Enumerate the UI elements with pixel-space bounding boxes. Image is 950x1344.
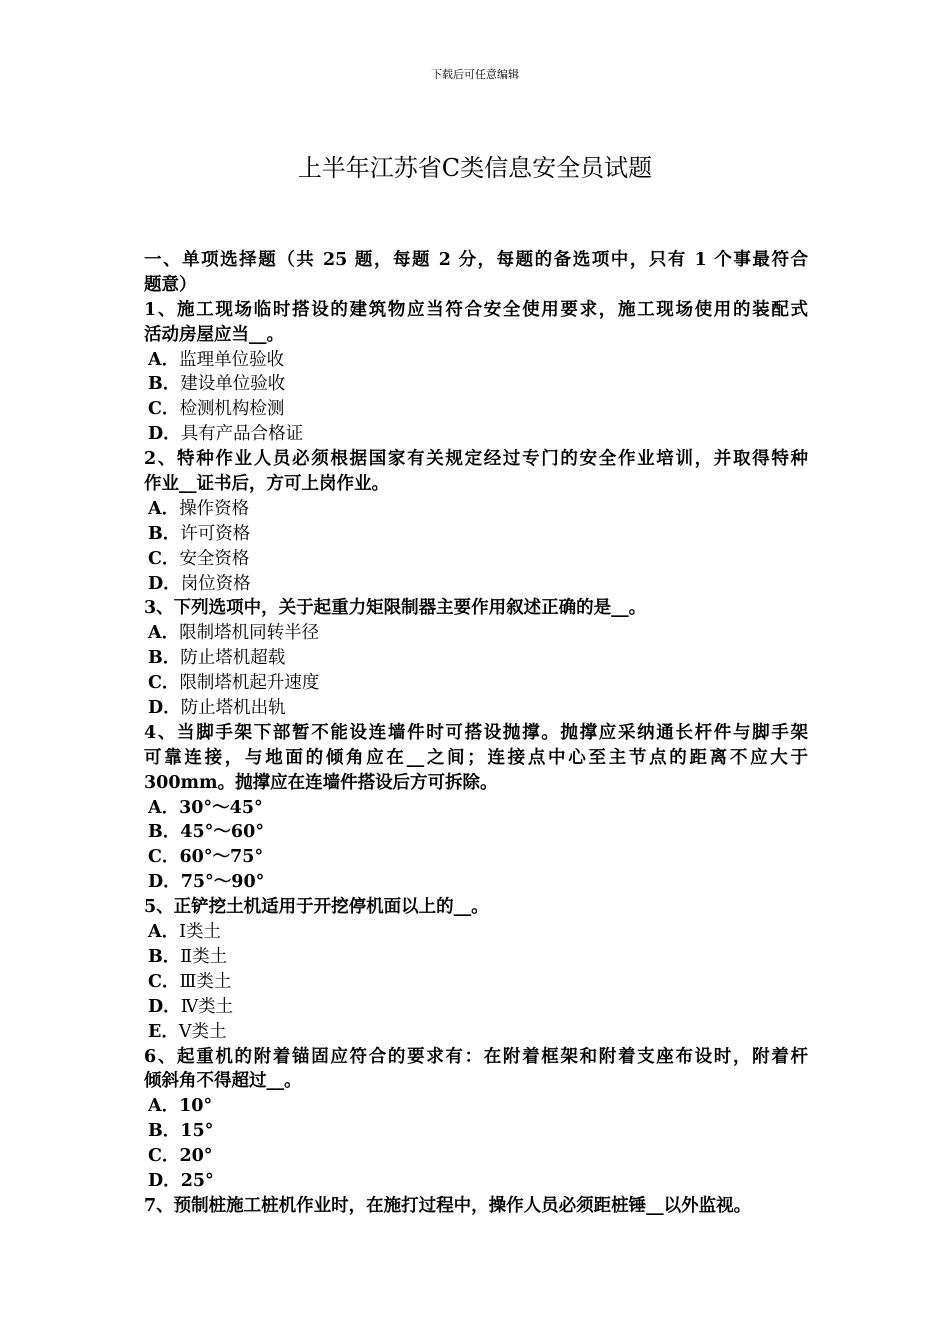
question-1-option-c [144, 397, 808, 422]
question-5-line-1: 5、正铲挖土机适用于开挖停机面以上的__。 [144, 897, 489, 918]
option-letter: D． [148, 424, 181, 445]
question-4-line-2: 可靠连接，与地面的倾角应在__之间；连接点中心至主节点的距离不应大于 [144, 747, 808, 768]
question-5-option-a [144, 920, 808, 945]
question-4-line-3: 300mm。抛撑应在连墙件搭设后方可拆除。 [144, 772, 498, 793]
question-5-option-e [144, 1020, 808, 1045]
option-letter: B． [148, 648, 181, 669]
option-letter: A． [148, 922, 180, 943]
question-3-option-d [144, 696, 808, 721]
question-1-line-2: 活动房屋应当__。 [144, 324, 284, 345]
option-letter: C． [148, 971, 180, 992]
option-text: 20° [179, 1146, 213, 1167]
question-3-option-a [144, 621, 808, 646]
option-text: Ⅲ类土 [179, 971, 232, 992]
question-6-option-d [144, 1169, 808, 1194]
question-3-option-c [144, 671, 808, 696]
question-3-option-b [144, 646, 808, 671]
option-text: Ⅰ类土 [179, 922, 221, 943]
question-2-line-2: 作业__证书后，方可上岗作业。 [144, 474, 389, 495]
option-text: 75°～90° [180, 872, 265, 893]
option-letter: C． [148, 399, 180, 420]
option-text: 安全资格 [179, 548, 250, 569]
option-letter: A． [148, 797, 180, 818]
question-1-line-1: 1、施工现场临时搭设的建筑物应当符合安全使用要求，施工现场使用的装配式 [144, 299, 808, 320]
option-letter: A． [148, 1096, 180, 1117]
option-letter: B． [148, 946, 181, 967]
option-text: 监理单位验收 [179, 349, 285, 370]
section-heading-line-1: 一、单项选择题（共 25 题，每题 2 分，每题的备选项中，只有 1 个事最符合 [144, 250, 808, 270]
question-content [144, 248, 808, 1219]
question-2-option-a [144, 497, 808, 522]
question-6-line-1: 6、起重机的附着锚固应符合的要求有：在附着框架和附着支座布设时，附着杆 [144, 1046, 808, 1067]
question-6-line-2: 倾斜角不得超过__。 [144, 1071, 302, 1092]
option-text: Ⅳ类土 [180, 996, 234, 1017]
question-7-line-1: 7、预制桩施工桩机作业时，在施打过程中，操作人员必须距桩锤__以外监视。 [144, 1195, 752, 1216]
option-text: 防止塔机出轨 [180, 698, 286, 719]
option-text: 具有产品合格证 [180, 424, 304, 445]
option-letter: C． [148, 673, 180, 694]
question-6-option-b [144, 1119, 808, 1144]
option-letter: B． [148, 1121, 181, 1142]
option-letter: B． [148, 523, 181, 544]
option-text: Ⅴ类土 [178, 1021, 227, 1042]
question-2-option-b [144, 522, 808, 547]
question-3-line-1: 3、下列选项中，关于起重力矩限制器主要作用叙述正确的是__。 [144, 598, 647, 619]
header-note: 下载后可任意编辑 [431, 68, 519, 81]
option-letter: A． [148, 498, 180, 519]
question-6-option-a [144, 1094, 808, 1119]
question-5-option-b [144, 945, 808, 970]
option-text: 限制塔机起升速度 [179, 673, 320, 694]
question-2-line-1: 2、特种作业人员必须根据国家有关规定经过专门的安全作业培训，并取得特种 [144, 449, 808, 470]
option-text: 建设单位验收 [180, 374, 286, 395]
question-5-option-d [144, 995, 808, 1020]
question-5-option-c [144, 970, 808, 995]
question-6-option-c [144, 1144, 808, 1169]
question-4-line-1: 4、当脚手架下部暂不能设连墙件时可搭设抛撑。抛撑应采纳通长杆件与脚手架 [144, 722, 808, 743]
option-letter: A． [148, 349, 180, 370]
option-text: 15° [180, 1121, 214, 1142]
option-text: 60°～75° [179, 847, 264, 868]
question-4-option-d [144, 870, 808, 895]
option-letter: C． [148, 847, 180, 868]
option-text: 25° [180, 1170, 214, 1191]
question-1-option-d [144, 422, 808, 447]
option-text: 岗位资格 [180, 573, 251, 594]
option-text: 防止塔机超载 [180, 648, 286, 669]
question-1-option-a [144, 348, 808, 373]
option-text: 限制塔机同转半径 [179, 623, 320, 644]
question-2-option-d [144, 572, 808, 597]
option-letter: D． [148, 573, 181, 594]
option-letter: D． [148, 996, 181, 1017]
question-1-option-b [144, 372, 808, 397]
question-4-option-c [144, 845, 808, 870]
option-text: Ⅱ类土 [180, 946, 228, 967]
option-letter: D． [148, 872, 181, 893]
option-letter: D． [148, 1170, 181, 1191]
option-text: 检测机构检测 [179, 399, 285, 420]
option-letter: B． [148, 822, 181, 843]
option-letter: D． [148, 698, 181, 719]
option-letter: B． [148, 374, 181, 395]
option-text: 30°～45° [179, 797, 263, 818]
option-text: 许可资格 [180, 523, 251, 544]
option-letter: E． [148, 1021, 179, 1042]
option-text: 10° [179, 1096, 213, 1117]
question-4-option-b [144, 820, 808, 845]
question-2-option-c [144, 547, 808, 572]
option-text: 45°～60° [180, 822, 265, 843]
option-letter: C． [148, 548, 180, 569]
question-4-option-a [144, 796, 808, 821]
option-text: 操作资格 [179, 498, 250, 519]
page-title: 上半年江苏省C类信息安全员试题 [297, 154, 653, 182]
section-heading-line-2: 题意） [144, 274, 197, 295]
option-letter: C． [148, 1146, 180, 1167]
option-letter: A． [148, 623, 180, 644]
